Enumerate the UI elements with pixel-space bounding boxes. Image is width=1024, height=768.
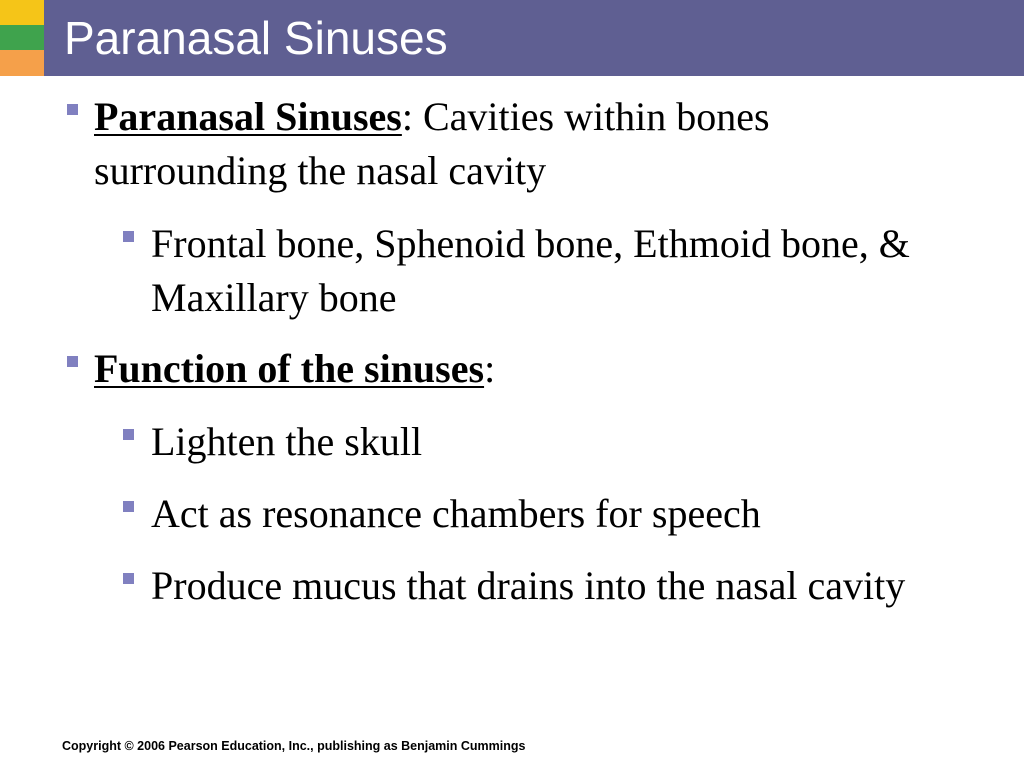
bullet-term: Paranasal Sinuses	[94, 94, 402, 139]
sub-bullet-item	[151, 217, 911, 325]
slide-title: Paranasal Sinuses	[64, 12, 448, 64]
bullet-text: : Cavities within bones surrounding the nasal cavity	[94, 94, 770, 193]
bullet-text: Act as resonance chambers for speech	[151, 491, 761, 536]
slide-content	[0, 90, 1024, 613]
square-bullet-icon	[123, 573, 134, 584]
sub-bullet-item	[151, 487, 911, 541]
bullet-term: Function of the sinuses	[94, 346, 485, 391]
square-bullet-icon	[67, 104, 78, 115]
bullet-text: Produce mucus that drains into the nasal cavity	[151, 563, 906, 608]
bullet-text: Lighten the skull	[151, 419, 423, 464]
copyright-footer: Copyright © 2006 Pearson Education, Inc., publishing as Benjamin Cummings	[62, 739, 526, 753]
square-bullet-icon	[123, 501, 134, 512]
square-bullet-icon	[123, 429, 134, 440]
bullet-item	[94, 342, 894, 396]
square-bullet-icon	[67, 356, 78, 367]
color-blocks	[0, 0, 44, 76]
yellow-block	[0, 0, 44, 25]
sub-bullet-item	[151, 415, 911, 469]
square-bullet-icon	[123, 231, 134, 242]
bullet-text: :	[484, 346, 496, 391]
title-bar	[44, 0, 1024, 76]
bullet-text: Frontal bone, Sphenoid bone, Ethmoid bone, & Maxillary bone	[151, 221, 910, 320]
sub-bullet-item	[151, 559, 911, 613]
green-block	[0, 25, 44, 50]
bullet-item	[94, 90, 894, 198]
orange-block	[0, 50, 44, 76]
